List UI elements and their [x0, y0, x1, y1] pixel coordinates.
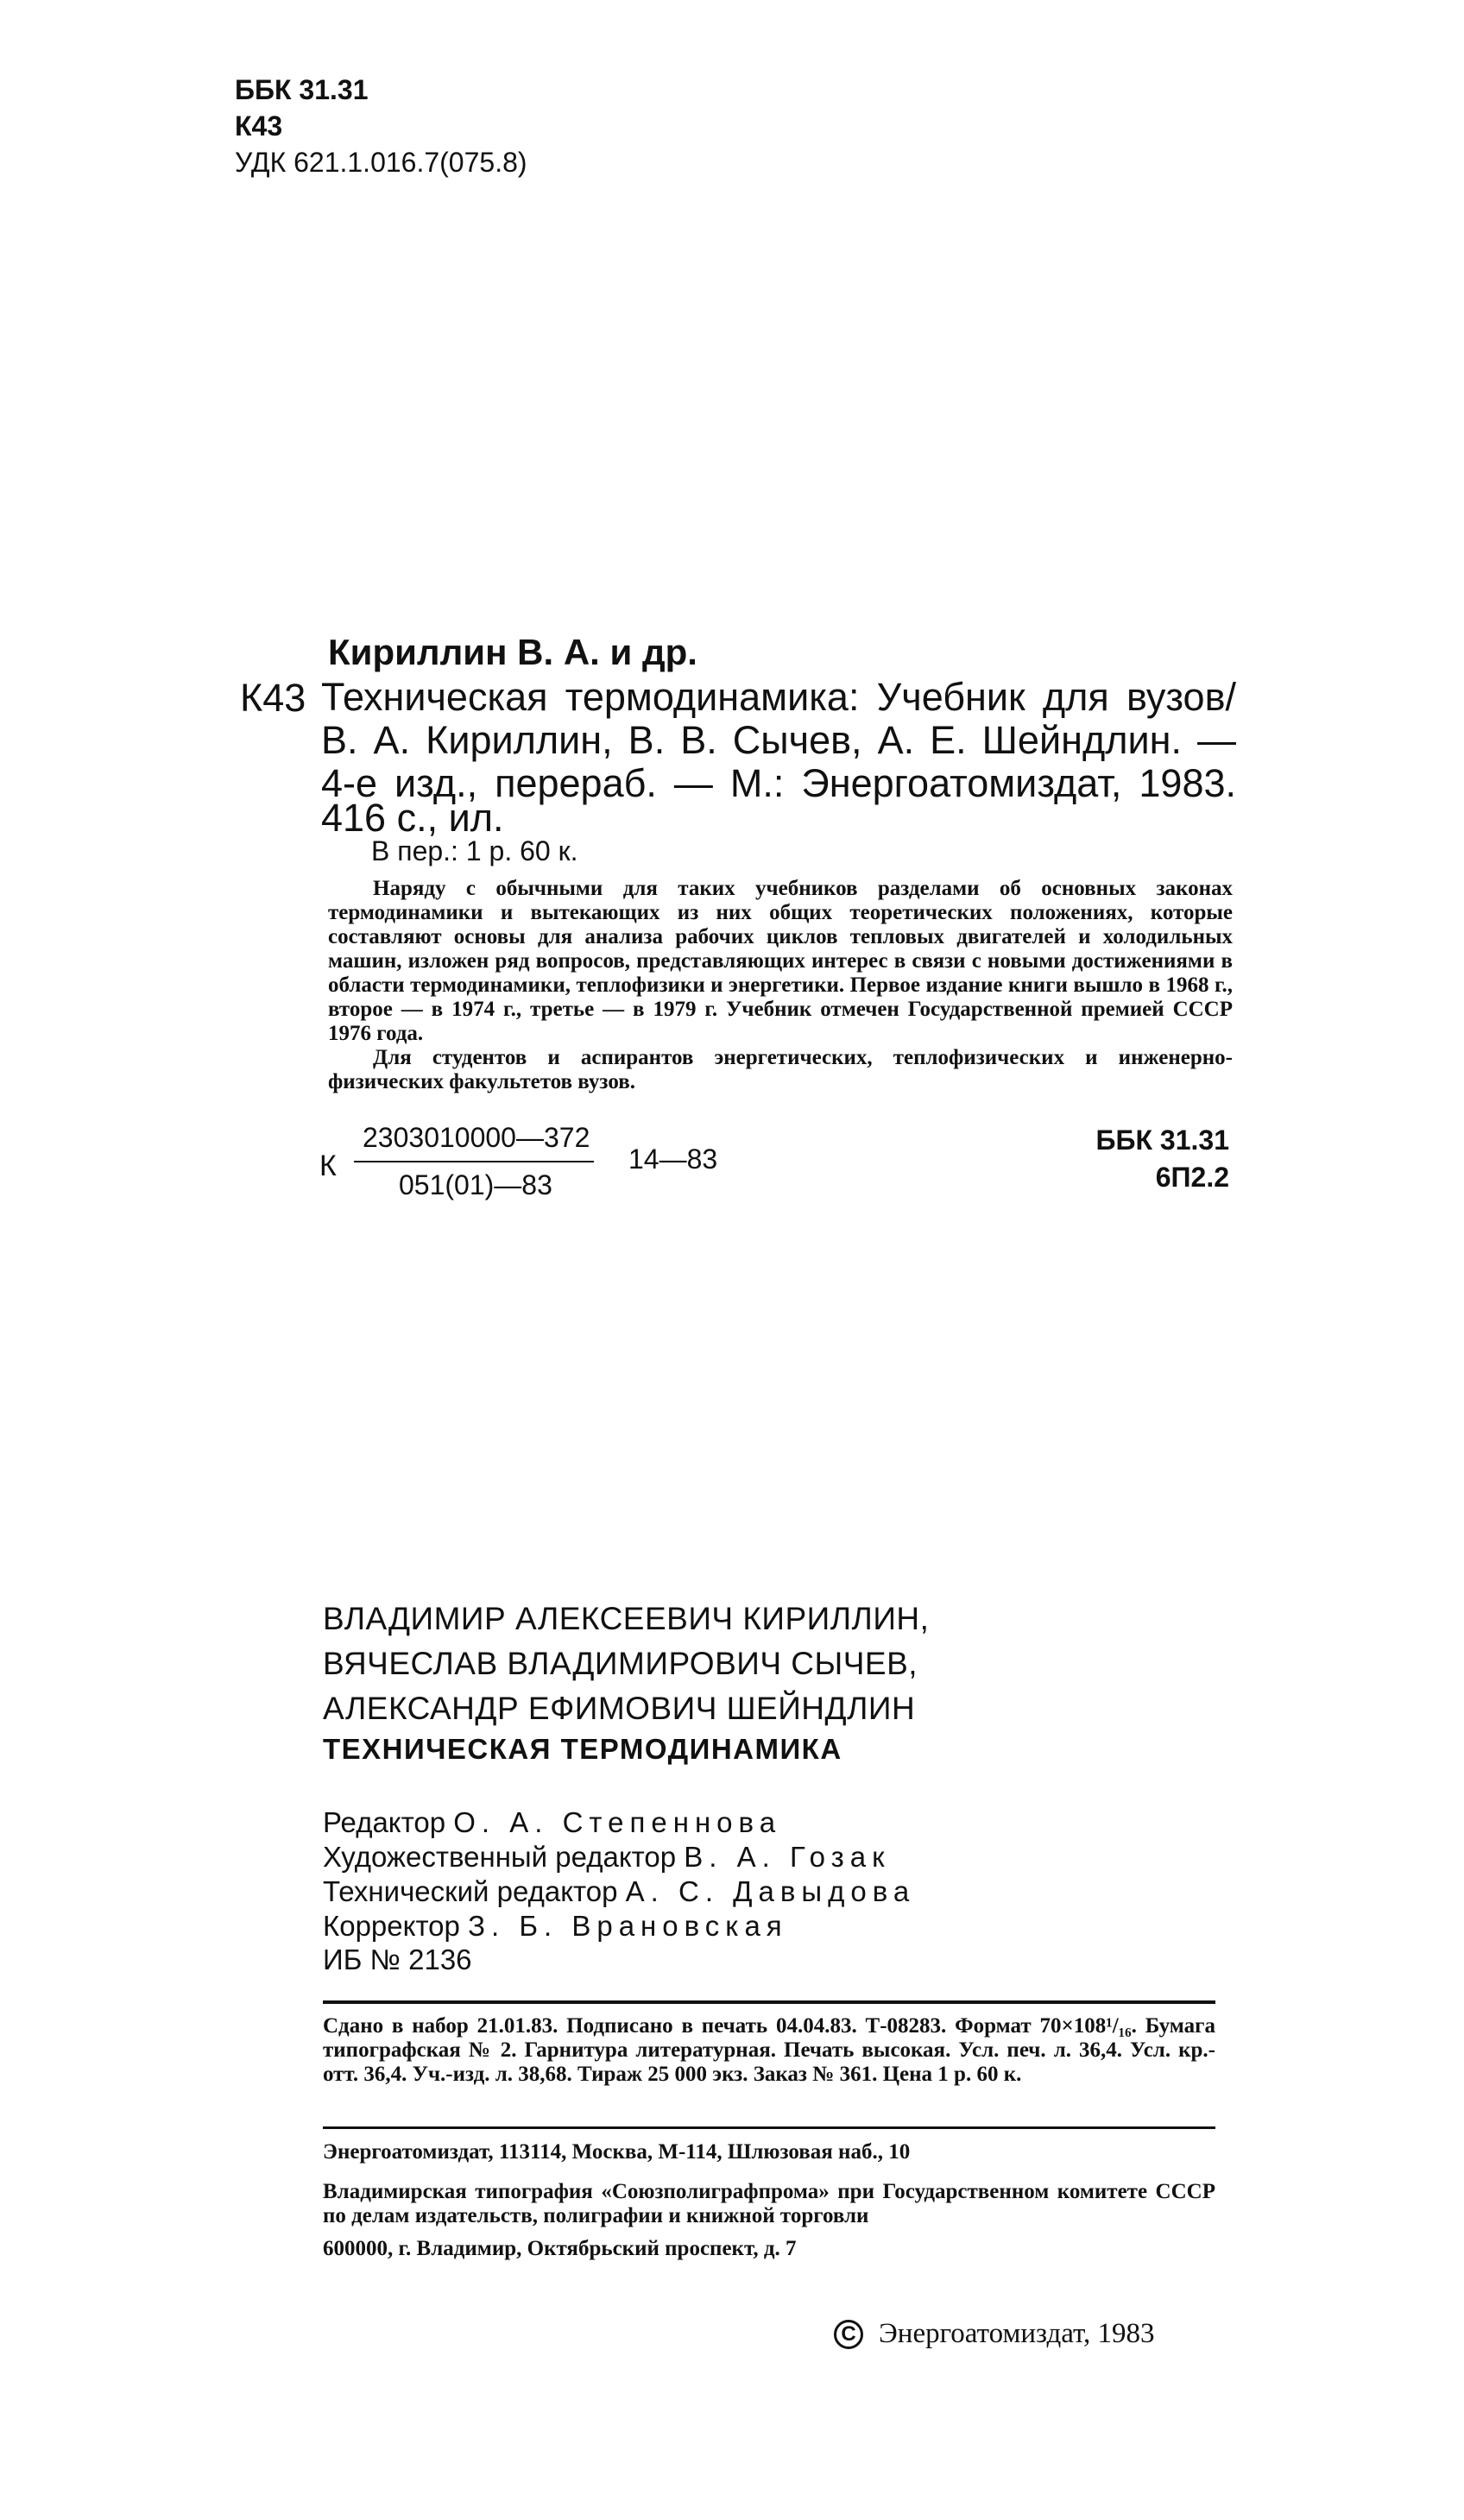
author-name: ВЯЧЕСЛАВ ВЛАДИМИРОВИЧ СЫЧЕВ,	[323, 1646, 918, 1681]
bbk-code: ББК 31.31	[235, 74, 369, 105]
publisher-address: Энергоатомиздат, 113114, Москва, М-114, Шлюзовая наб., 10	[323, 2140, 911, 2164]
author-name: АЛЕКСАНДР ЕФИМОВИЧ ШЕЙНДЛИН	[323, 1691, 916, 1726]
card-description-line: 416 с., ил.	[321, 796, 504, 840]
staff-line	[323, 1840, 891, 1874]
ib-number: ИБ № 2136	[323, 1944, 472, 1975]
staff-name: А. С. Давыдова	[625, 1875, 916, 1907]
staff-line	[323, 1909, 788, 1944]
card-author-heading: Кириллин В. А. и др.	[328, 632, 697, 672]
index-letter: К	[319, 1150, 337, 1182]
printer-info: Владимирская типография «Союзполиграфпрома» при Государственном комитете СССР по делам издательств, полиграфии и книжной торговли	[323, 2180, 1215, 2227]
staff-name: О. А. Степеннова	[453, 1806, 782, 1838]
author-mark: К43	[235, 110, 283, 142]
divider	[323, 2126, 1215, 2129]
index-bbk: ББК 31.31	[1095, 1125, 1229, 1156]
card-annotation	[328, 877, 1233, 1094]
udk-code: УДК 621.1.016.7(075.8)	[235, 147, 527, 178]
index-code: 6П2.2	[1155, 1162, 1229, 1193]
annotation-paragraph: Для студентов и аспирантов энергетических, теплофизических и инженерно-физических факультетов вузов.	[328, 1046, 1233, 1093]
index-denominator: 051(01)—83	[399, 1169, 552, 1200]
staff-role: Корректор	[323, 1910, 460, 1942]
card-description-line: 4-е изд., перераб. — М.: Энергоатомиздат, 1983.	[321, 761, 1236, 805]
staff-role: Технический редактор	[323, 1875, 618, 1907]
index-middle: 14—83	[628, 1143, 718, 1175]
divider	[323, 2000, 1215, 2004]
staff-name: З. Б. Врановская	[468, 1910, 788, 1942]
annotation-paragraph: Наряду с обычными для таких учебников разделами об основных законах термодинамики и вытекающих из них общих теоретических положениях, которые составляют основы для анализа рабочих циклов тепловых двигателей и холодильных машин, изложен ряд вопросов, представляющих интерес в связи с новыми достижениями в области термодинамики, теплофизики и энергетики. Первое издание книги вышло в 1968 г., второе — в 1974 г., третье — в 1979 г. Учебник отмечен Государственной премией СССР 1976 года.	[328, 877, 1233, 1045]
book-title: ТЕХНИЧЕСКАЯ ТЕРМОДИНАМИКА	[323, 1733, 842, 1765]
printer-address: 600000, г. Владимир, Октябрьский проспект, д. 7	[323, 2237, 797, 2260]
author-name: ВЛАДИМИР АЛЕКСЕЕВИЧ КИРИЛЛИН,	[323, 1601, 930, 1636]
card-mark: К43	[240, 676, 306, 720]
card-description-line: В. А. Кириллин, В. В. Сычев, А. Е. Шейндлин. —	[321, 718, 1236, 762]
copyright-icon: C	[834, 2320, 863, 2349]
staff-line	[323, 1805, 781, 1840]
staff-name: В. А. Гозак	[684, 1841, 891, 1873]
copyright-text: Энергоатомиздат, 1983	[879, 2318, 1155, 2349]
staff-role: Редактор	[323, 1806, 446, 1838]
staff-line	[323, 1874, 915, 1909]
card-description-line: Техническая термодинамика: Учебник для вузов/	[321, 675, 1236, 719]
printing-info: Сдано в набор 21.01.83. Подписано в печать 04.04.83. Т-08283. Формат 70×108¹/₁₆. Бумага типографская № 2. Гарнитура литературная. Печать высокая. Усл. печ. л. 36,4. Усл. кр.-отт. 36,4. Уч.-изд. л. 38,68. Тираж 25 000 экз. Заказ № 361. Цена 1 р. 60 к.	[323, 2014, 1215, 2086]
index-numerator: 2303010000—372	[363, 1122, 590, 1153]
index-fraction-bar	[354, 1161, 594, 1162]
staff-role: Художественный редактор	[323, 1841, 677, 1873]
card-price: В пер.: 1 р. 60 к.	[371, 835, 578, 866]
copyright-notice	[834, 2318, 1154, 2350]
